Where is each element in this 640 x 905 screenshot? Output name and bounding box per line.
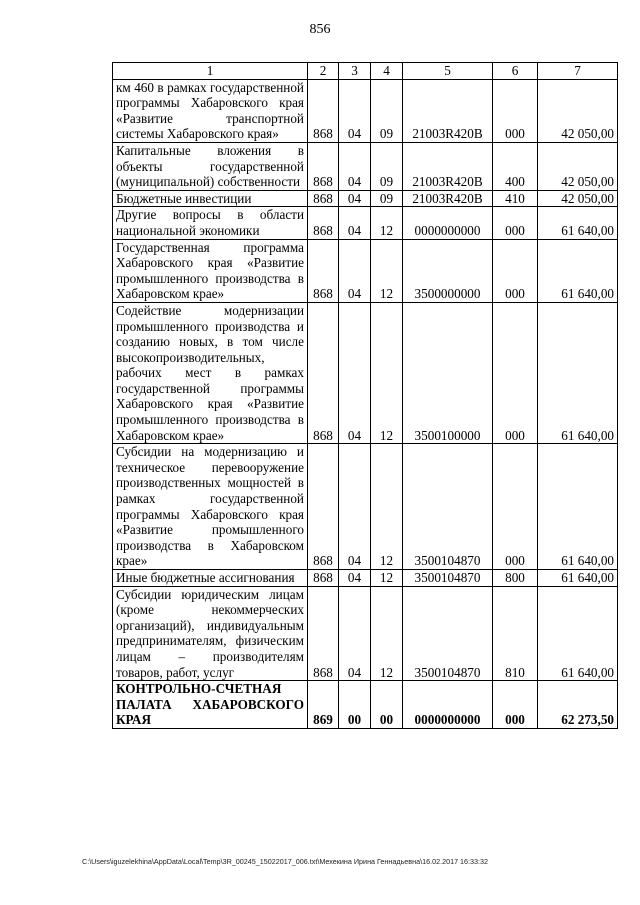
header-cell: 4 xyxy=(371,63,403,80)
table-row xyxy=(113,444,618,570)
table-row xyxy=(113,142,618,190)
header-cell: 3 xyxy=(339,63,371,80)
row-rz: 04 xyxy=(339,142,371,190)
row-pr: 09 xyxy=(371,190,403,207)
page-number: 856 xyxy=(309,22,331,37)
total-vr: 000 xyxy=(493,681,538,729)
row-name: Субсидии на модернизацию и техническое перевооружение производственных мощностей в рамках государственной программы Хабаровского края «Развитие промышленного производства в Хабаровском крае» xyxy=(113,444,308,570)
row-sum: 61 640,00 xyxy=(538,570,618,587)
row-rz: 04 xyxy=(339,586,371,681)
row-vr: 000 xyxy=(493,207,538,239)
row-csr: 3500100000 xyxy=(403,302,493,443)
table-row xyxy=(113,570,618,587)
row-sum: 42 050,00 xyxy=(538,142,618,190)
row-name: Государственная программа Хабаровского края «Развитие промышленного производства в Хабаровском крае» xyxy=(113,239,308,302)
row-ved: 868 xyxy=(308,586,339,681)
row-sum: 42 050,00 xyxy=(538,79,618,142)
row-sum: 61 640,00 xyxy=(538,444,618,570)
row-vr: 800 xyxy=(493,570,538,587)
budget-table xyxy=(112,62,618,729)
row-pr: 12 xyxy=(371,444,403,570)
row-csr: 21003R420B xyxy=(403,79,493,142)
row-vr: 400 xyxy=(493,142,538,190)
table-row xyxy=(113,207,618,239)
row-sum: 61 640,00 xyxy=(538,239,618,302)
row-sum: 61 640,00 xyxy=(538,302,618,443)
row-csr: 21003R420B xyxy=(403,142,493,190)
row-pr: 12 xyxy=(371,207,403,239)
row-csr: 0000000000 xyxy=(403,207,493,239)
row-pr: 09 xyxy=(371,79,403,142)
row-rz: 04 xyxy=(339,444,371,570)
header-cell: 1 xyxy=(113,63,308,80)
row-csr: 21003R420B xyxy=(403,190,493,207)
table-row xyxy=(113,79,618,142)
total-sum: 62 273,50 xyxy=(538,681,618,729)
row-ved: 868 xyxy=(308,570,339,587)
row-rz: 04 xyxy=(339,302,371,443)
row-pr: 12 xyxy=(371,570,403,587)
row-pr: 12 xyxy=(371,239,403,302)
row-name: Другие вопросы в области национальной экономики xyxy=(113,207,308,239)
total-pr: 00 xyxy=(371,681,403,729)
total-rz: 00 xyxy=(339,681,371,729)
row-name: Иные бюджетные ассигнования xyxy=(113,570,308,587)
row-sum: 61 640,00 xyxy=(538,586,618,681)
total-row xyxy=(113,681,618,729)
row-csr: 3500104870 xyxy=(403,586,493,681)
row-name: км 460 в рамках государственной программы Хабаровского края «Развитие транспортной системы Хабаровского края» xyxy=(113,79,308,142)
total-name: КОНТРОЛЬНО-СЧЕТНАЯ ПАЛАТА ХАБАРОВСКОГО КРАЯ xyxy=(113,681,308,729)
row-vr: 810 xyxy=(493,586,538,681)
file-path-footer: C:\Users\iguzelekhina\AppData\Local\Temp\3R_00245_15022017_006.txt\Мехекина Ирина Геннадьевна\16.02.2017 16:33:32 xyxy=(82,857,489,866)
row-sum: 61 640,00 xyxy=(538,207,618,239)
row-ved: 868 xyxy=(308,302,339,443)
row-name: Субсидии юридическим лицам (кроме некоммерческих организаций), индивидуальным предпринимателям, физическим лицам – производителям товаров, работ, услуг xyxy=(113,586,308,681)
header-cell: 2 xyxy=(308,63,339,80)
row-pr: 09 xyxy=(371,142,403,190)
row-csr: 3500104870 xyxy=(403,444,493,570)
row-pr: 12 xyxy=(371,302,403,443)
row-name: Содействие модернизации промышленного производства и созданию новых, в том числе высокопроизводительных, рабочих мест в рамках государственной программы Хабаровского края «Развитие промышленного производства в Хабаровском крае» xyxy=(113,302,308,443)
row-csr: 3500000000 xyxy=(403,239,493,302)
row-ved: 868 xyxy=(308,142,339,190)
row-rz: 04 xyxy=(339,570,371,587)
table-header-row xyxy=(113,63,618,80)
header-cell: 7 xyxy=(538,63,618,80)
table-row xyxy=(113,302,618,443)
row-rz: 04 xyxy=(339,190,371,207)
row-vr: 000 xyxy=(493,302,538,443)
row-vr: 410 xyxy=(493,190,538,207)
table-row xyxy=(113,239,618,302)
table-row xyxy=(113,586,618,681)
row-vr: 000 xyxy=(493,239,538,302)
row-ved: 868 xyxy=(308,79,339,142)
row-rz: 04 xyxy=(339,79,371,142)
row-ved: 868 xyxy=(308,239,339,302)
row-sum: 42 050,00 xyxy=(538,190,618,207)
row-csr: 3500104870 xyxy=(403,570,493,587)
row-name: Капитальные вложения в объекты государственной (муниципальной) собственности xyxy=(113,142,308,190)
total-ved: 869 xyxy=(308,681,339,729)
row-pr: 12 xyxy=(371,586,403,681)
row-vr: 000 xyxy=(493,444,538,570)
row-name: Бюджетные инвестиции xyxy=(113,190,308,207)
row-rz: 04 xyxy=(339,207,371,239)
row-ved: 868 xyxy=(308,444,339,570)
table-row xyxy=(113,190,618,207)
row-rz: 04 xyxy=(339,239,371,302)
row-vr: 000 xyxy=(493,79,538,142)
row-ved: 868 xyxy=(308,190,339,207)
header-cell: 6 xyxy=(493,63,538,80)
row-ved: 868 xyxy=(308,207,339,239)
header-cell: 5 xyxy=(403,63,493,80)
total-csr: 0000000000 xyxy=(403,681,493,729)
